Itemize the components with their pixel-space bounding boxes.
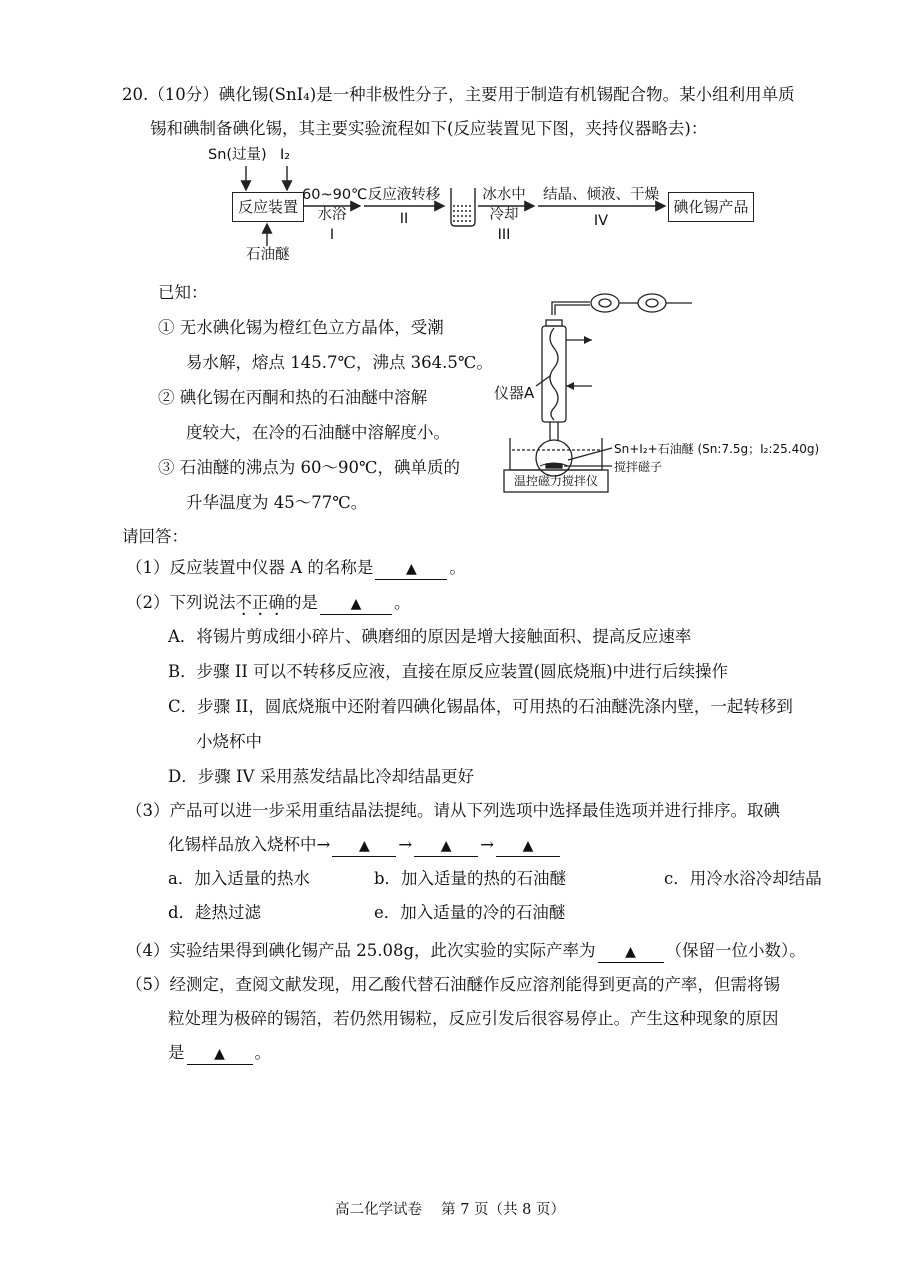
q2-option-c-line-2: 小烧杯中: [196, 732, 262, 751]
answer-blank-1[interactable]: ▲: [375, 558, 447, 580]
flow-arrows: [0, 0, 900, 300]
known-item-1b: 易水解，熔点 145.7℃，沸点 364.5℃。: [186, 353, 493, 372]
q3-option-b: b．加入适量的热的石油醚: [374, 869, 567, 888]
flow-input-i2: I₂: [280, 147, 291, 163]
question-1: （1）反应装置中仪器 A 的名称是 ▲ 。: [126, 557, 466, 580]
known-item-2b: 度较大，在冷的石油醚中溶解度小。: [186, 423, 450, 442]
flow-step3-num: III: [497, 227, 511, 243]
q5-line-1: （5）经测定，查阅文献发现，用乙酸代替石油醚作反应溶剂能得到更高的产率，但需将锡: [126, 975, 780, 994]
answer-blank-5[interactable]: ▲: [187, 1043, 253, 1065]
page-footer: 高二化学试卷 第 7 页（共 8 页）: [335, 1202, 565, 1218]
flow-input-sn: Sn(过量): [208, 147, 267, 163]
answer-blank-3c[interactable]: ▲: [496, 835, 560, 857]
known-title: 已知：: [158, 283, 208, 302]
flow-step2-num: II: [399, 211, 409, 227]
q3-line-2: 化锡样品放入烧杯中→ ▲ → ▲ → ▲: [168, 834, 562, 857]
beaker-icon: [451, 188, 475, 226]
q2-option-b: B．步骤 II 可以不转移反应液，直接在原反应装置(圆底烧瓶)中进行后续操作: [168, 662, 729, 681]
q5-line-3: 是 ▲ 。: [168, 1042, 271, 1065]
question-2: （2）下列说法不正确的是 ▲ 。: [126, 592, 411, 615]
flow-step3-top: 冰水中: [482, 187, 526, 203]
known-item-1a: ① 无水碘化锡为橙红色立方晶体，受潮: [158, 318, 444, 337]
q3-option-a: a．加入适量的热水: [168, 869, 310, 888]
flow-step4-num: IV: [593, 213, 609, 229]
q2-option-c-line-1: C．步骤 II，圆底烧瓶中还附着四碘化锡晶体，可用热的石油醚洗涤内壁，一起转移到: [168, 697, 793, 716]
flow-reactor-box: 反应装置: [232, 192, 304, 222]
flow-step3-mid: 冷却: [489, 207, 519, 223]
flow-step1-top: 60~90℃: [302, 187, 368, 203]
q3-line-1: （3）产品可以进一步采用重结晶法提纯。请从下列选项中选择最佳选项并进行排序。取碘: [126, 801, 780, 820]
known-item-2a: ② 碘化锡在丙酮和热的石油醚中溶解: [158, 388, 428, 407]
answer-prompt: 请回答：: [122, 527, 188, 546]
flow-step1-mid: 水浴: [317, 207, 347, 223]
q3-option-c: c．用冷水浴冷却结晶: [664, 869, 822, 888]
question-line-1: 20.（10分）碘化锡(SnI₄)是一种非极性分子，主要用于制造有机锡配合物。某小组利用单质: [122, 85, 795, 104]
q2-option-d: D．步骤 IV 采用蒸发结晶比冷却结晶更好: [168, 767, 475, 786]
q5-line-2: 粒处理为极碎的锡箔，若仍然用锡粒，反应引发后很容易停止。产生这种现象的原因: [168, 1009, 779, 1028]
answer-blank-3a[interactable]: ▲: [332, 835, 396, 857]
apparatus-label-mixture: Sn+I₂+石油醚 (Sn:7.5g；I₂:25.40g): [614, 442, 820, 456]
flow-step1-num: I: [329, 227, 335, 243]
q2-option-a: A．将锡片剪成细小碎片、碘磨细的原因是增大接触面积、提高反应速率: [168, 627, 692, 646]
q3-option-d: d．趁热过滤: [168, 903, 262, 922]
answer-blank-4[interactable]: ▲: [598, 941, 664, 963]
answer-blank-2[interactable]: ▲: [320, 593, 392, 615]
question-4: （4）实验结果得到碘化锡产品 25.08g，此次实验的实际产率为 ▲ （保留一位小数）。: [126, 940, 806, 963]
known-item-3a: ③ 石油醚的沸点为 60～90℃，碘单质的: [158, 458, 460, 477]
q3-option-e: e．加入适量的冷的石油醚: [374, 903, 566, 922]
flow-step2-top: 反应液转移: [367, 187, 441, 203]
flow-product-box: 碘化锡产品: [668, 192, 754, 222]
flow-solvent: 石油醚: [246, 247, 290, 263]
answer-blank-3b[interactable]: ▲: [414, 835, 478, 857]
apparatus-label-a: 仪器A: [494, 384, 535, 402]
question-line-2: 锡和碘制备碘化锡，其主要实验流程如下(反应装置见下图，夹持仪器略去)：: [150, 119, 708, 138]
known-item-3b: 升华温度为 45～77℃。: [186, 493, 368, 512]
flow-step4-top: 结晶、倾液、干燥: [543, 187, 659, 203]
apparatus-label-stirbar: 搅拌磁子: [614, 460, 663, 474]
apparatus-label-base: 温控磁力搅拌仪: [513, 474, 598, 488]
